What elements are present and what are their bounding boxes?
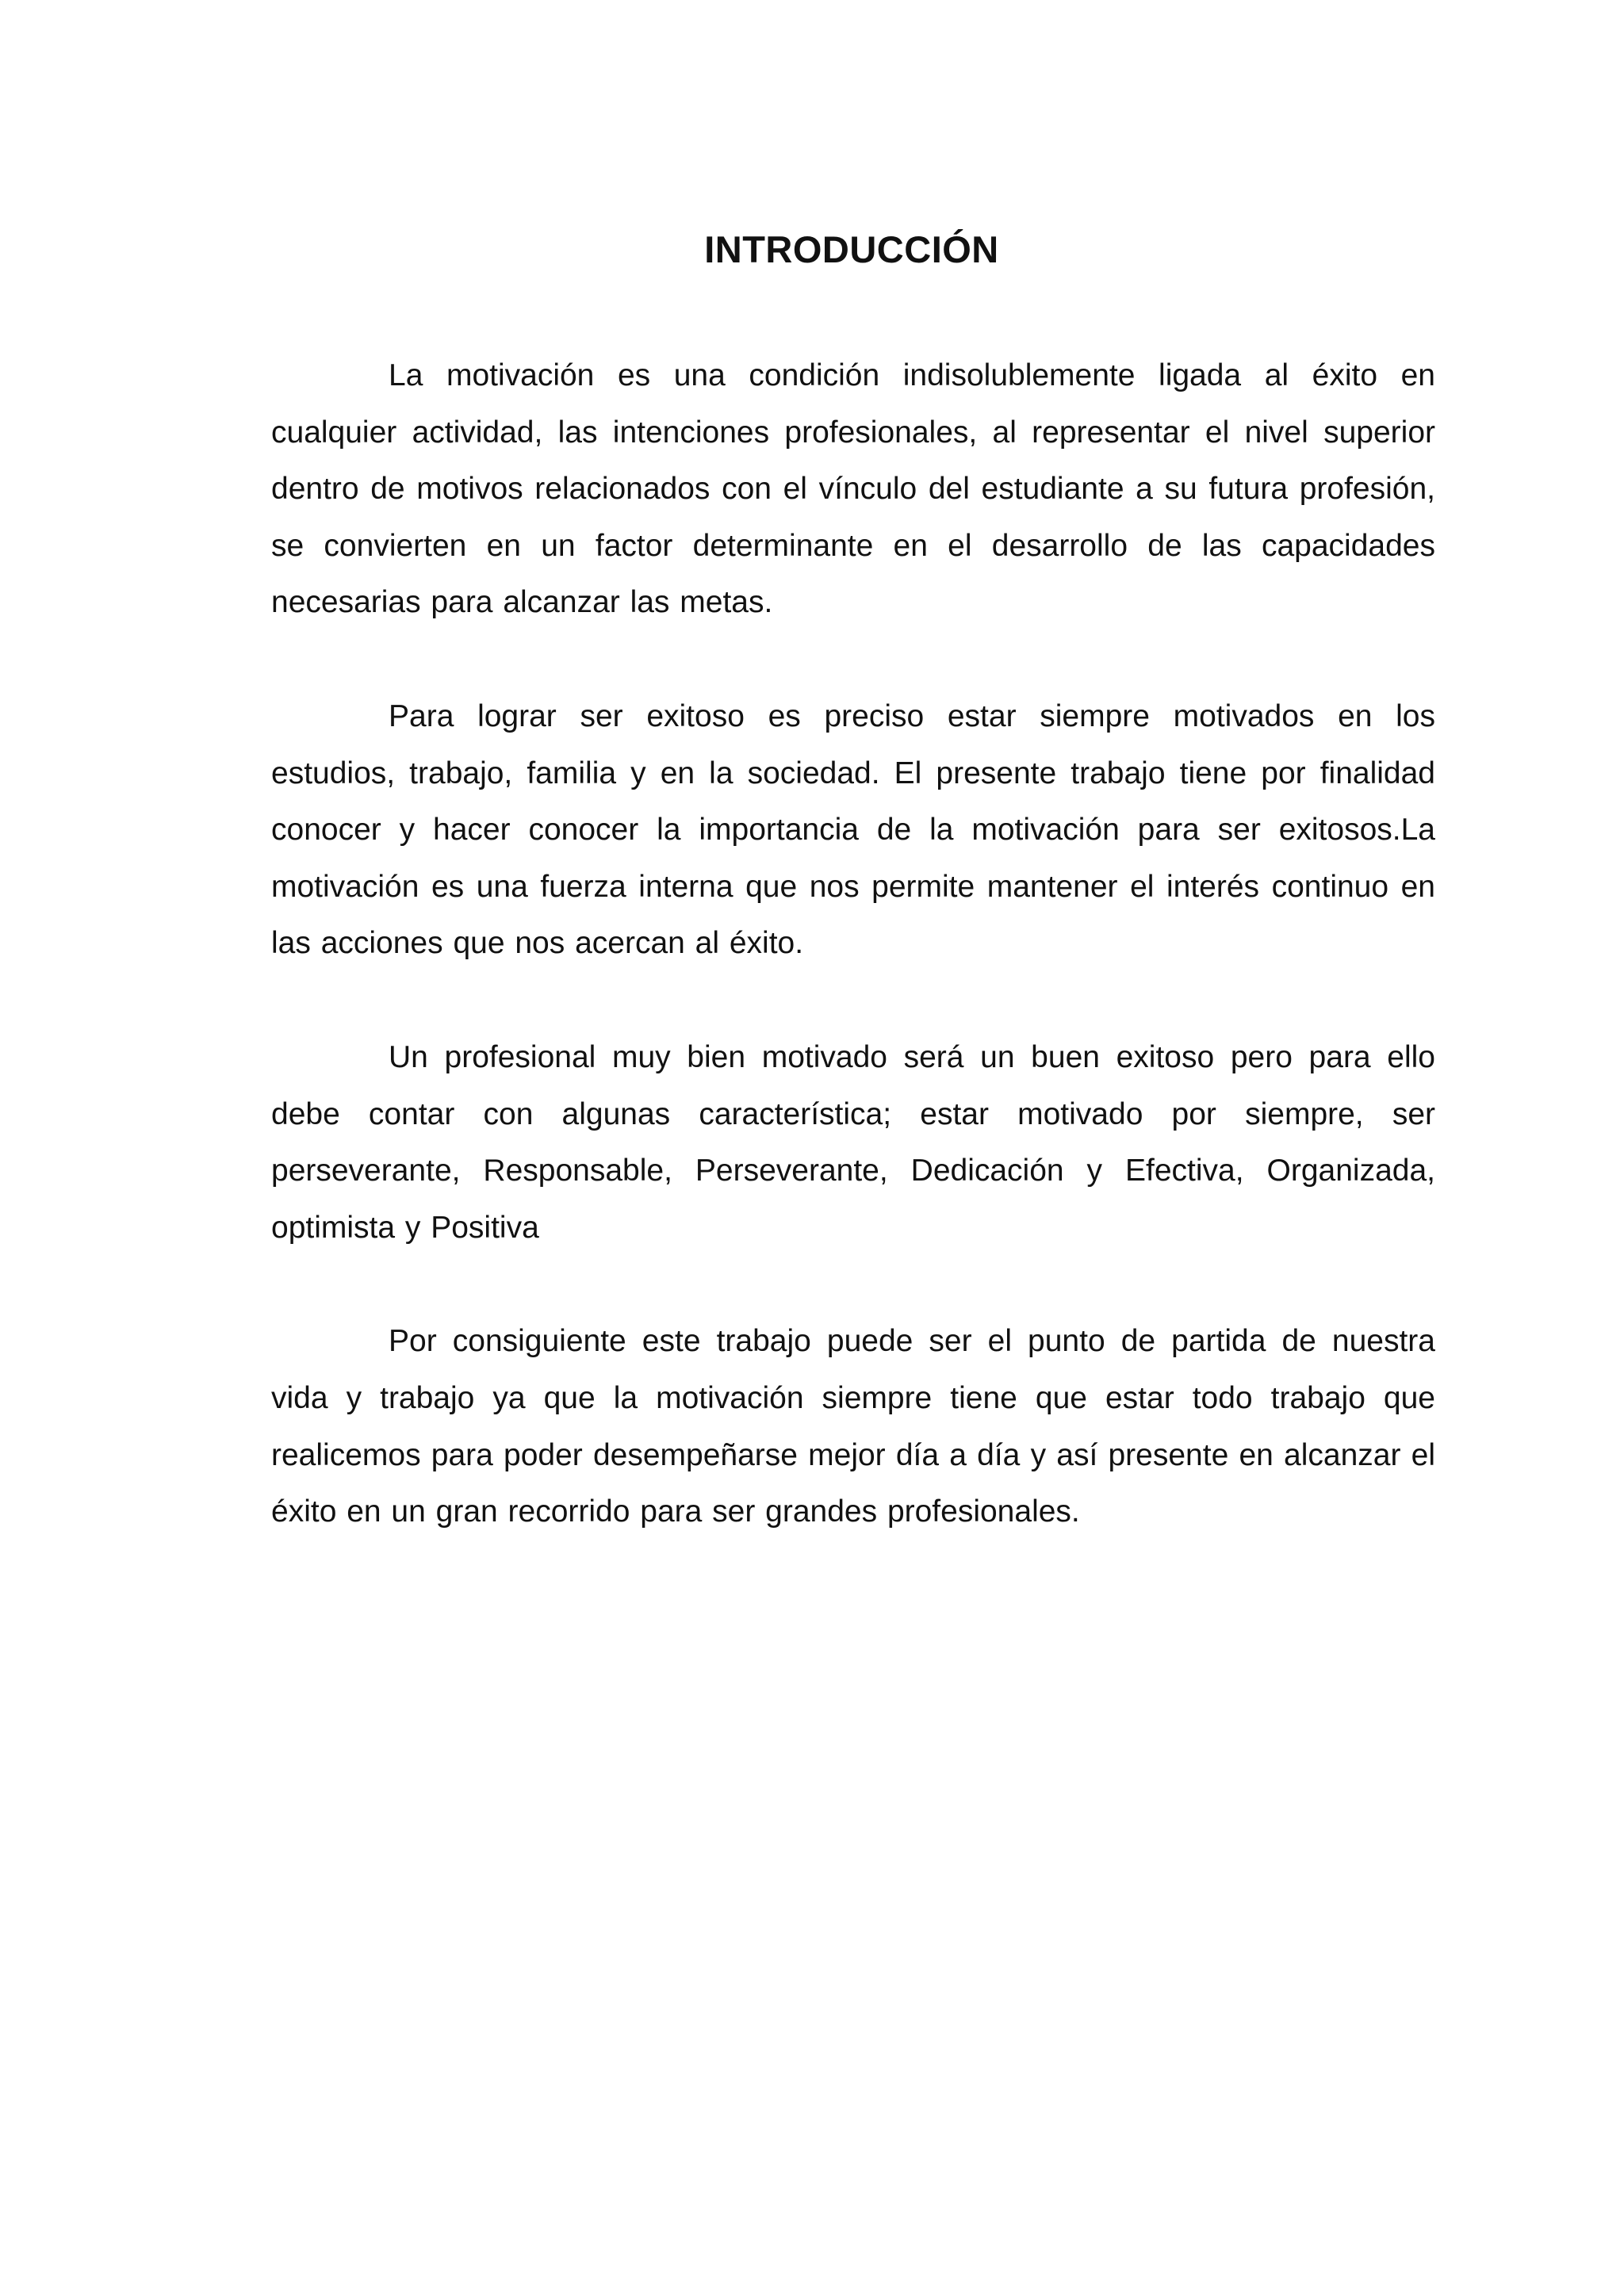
document-body (271, 347, 1435, 1598)
page-title: INTRODUCCIÓN (704, 228, 999, 270)
paragraph-1: La motivación es una condición indisolublemente ligada al éxito en cualquier actividad, las intenciones profesionales, al representar el nivel superior dentro de motivos relacionados con el vínculo del estudiante a su futura profesión, se convierten en un factor determinante en el desarrollo de las capacidades necesarias para alcanzar las metas. (271, 358, 1435, 620)
paragraph-4: Por consiguiente este trabajo puede ser el punto de partida de nuestra vida y trabajo ya que la motivación siempre tiene que estar todo trabajo que realicemos para poder desempeñarse mejor día a día y así presente en alcanzar el éxito en un gran recorrido para ser grandes profesionales. (271, 1324, 1435, 1529)
paragraph-2: Para lograr ser exitoso es preciso estar siempre motivados en los estudios, trabajo, familia y en la sociedad. El presente trabajo tiene por finalidad conocer y hacer conocer la importancia de la motivación para ser exitosos.La motivación es una fuerza interna que nos permite mantener el interés continuo en las acciones que nos acercan al éxito. (271, 698, 1435, 961)
paragraph-3: Un profesional muy bien motivado será un buen exitoso pero para ello debe contar con algunas característica; estar motivado por siempre, ser perseverante, Responsable, Perseverante, Dedicación y Efectiva, Organizada, optimista y Positiva (271, 1039, 1435, 1245)
